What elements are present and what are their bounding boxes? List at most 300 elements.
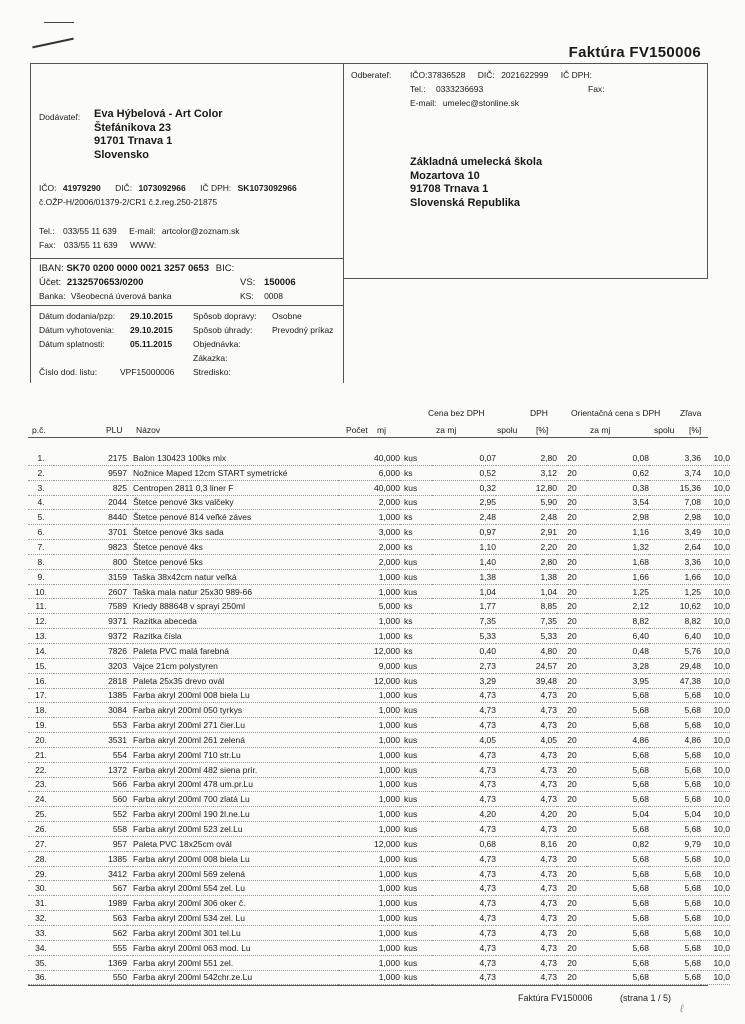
row-vat: 20 — [557, 703, 587, 718]
row-plu: 825 — [54, 480, 127, 495]
row-gross-unit: 5,68 — [587, 762, 649, 777]
row-name: Razítka čísla — [133, 629, 338, 644]
row-net-total: 4,05 — [496, 733, 557, 748]
row-gross-total: 5,68 — [649, 940, 701, 955]
issue-date-value: 29.10.2015 — [130, 325, 173, 335]
row-vat: 20 — [557, 866, 587, 881]
row-net-total: 4,73 — [496, 718, 557, 733]
table-row — [28, 643, 730, 658]
ks-value: 0008 — [264, 291, 283, 301]
table-row — [28, 703, 730, 718]
row-net-unit: 7,35 — [432, 614, 496, 629]
row-number: 14. — [28, 643, 54, 658]
vs-value: 150006 — [263, 277, 296, 288]
email-value: artcolor@zoznam.sk — [161, 226, 240, 236]
row-number: 32. — [28, 911, 54, 926]
row-unit: ks — [400, 643, 432, 658]
header-net-unit: za mj — [436, 425, 457, 435]
row-net-unit: 5,33 — [432, 629, 496, 644]
row-name: Nožnice Maped 12cm START symetrické — [133, 465, 338, 480]
row-gross-total: 5,68 — [649, 688, 701, 703]
row-net-total: 4,73 — [496, 792, 557, 807]
row-vat: 20 — [557, 733, 587, 748]
row-gross-unit: 1,16 — [587, 525, 649, 540]
bank-row — [39, 291, 172, 301]
row-discount: 10,0 — [701, 569, 730, 584]
table-row — [28, 599, 730, 614]
row-gross-total: 6,40 — [649, 629, 701, 644]
row-number: 15. — [28, 658, 54, 673]
table-row — [28, 777, 730, 792]
header-gross-unit: za mj — [590, 425, 611, 435]
row-net-unit: 4,73 — [432, 866, 496, 881]
row-unit: kus — [400, 970, 432, 985]
customer-ico-value: 37836528 — [427, 70, 466, 80]
row-net-total: 4,73 — [496, 777, 557, 792]
row-qty: 1,000 — [338, 851, 400, 866]
row-gross-total: 3,36 — [649, 451, 701, 465]
table-row — [28, 747, 730, 762]
row-gross-unit: 5,68 — [587, 688, 649, 703]
row-gross-unit: 5,04 — [587, 807, 649, 822]
row-qty: 3,000 — [338, 525, 400, 540]
row-number: 25. — [28, 807, 54, 822]
table-row — [28, 658, 730, 673]
row-gross-unit: 6,40 — [587, 629, 649, 644]
row-gross-total: 7,08 — [649, 495, 701, 510]
bank-name: Všeobecná úverová banka — [70, 291, 172, 301]
customer-ids — [410, 70, 592, 80]
row-number: 4. — [28, 495, 54, 510]
row-gross-total: 5,76 — [649, 643, 701, 658]
row-unit: kus — [400, 703, 432, 718]
row-plu: 1372 — [54, 762, 127, 777]
table-row — [28, 569, 730, 584]
row-net-unit: 1,38 — [432, 569, 496, 584]
row-number: 31. — [28, 896, 54, 911]
row-qty: 1,000 — [338, 807, 400, 822]
due-date-label: Dátum splatnosti: — [39, 339, 105, 349]
dic-label: DIČ: — [115, 183, 133, 193]
row-vat: 20 — [557, 970, 587, 985]
row-net-total: 12,80 — [496, 480, 557, 495]
row-qty: 1,000 — [338, 762, 400, 777]
row-gross-unit: 1,68 — [587, 554, 649, 569]
row-net-unit: 4,73 — [432, 851, 496, 866]
row-vat: 20 — [557, 643, 587, 658]
customer-ico-label: IČO: — [410, 70, 428, 80]
row-net-unit: 2,73 — [432, 658, 496, 673]
row-gross-unit: 5,68 — [587, 926, 649, 941]
table-row — [28, 540, 730, 555]
row-name: Farba akryl 200ml 534 zel. Lu — [133, 911, 338, 926]
issue-date-label: Dátum vyhotovenia: — [39, 325, 115, 335]
row-gross-total: 1,66 — [649, 569, 701, 584]
row-net-unit: 4,73 — [432, 911, 496, 926]
row-net-total: 4,73 — [496, 688, 557, 703]
payment-label: Spôsob úhrady: — [193, 325, 253, 335]
row-name: Farba akryl 200ml 710 str.Lu — [133, 747, 338, 762]
row-discount: 10,0 — [701, 822, 730, 837]
row-unit: ks — [400, 540, 432, 555]
row-name: Taška mala natur 25x30 989-66 — [133, 584, 338, 599]
delivery-date-label: Dátum dodania/pzp: — [39, 311, 116, 321]
row-gross-unit: 3,54 — [587, 495, 649, 510]
row-unit: kus — [400, 569, 432, 584]
row-gross-total: 5,68 — [649, 911, 701, 926]
row-unit: kus — [400, 480, 432, 495]
row-qty: 1,000 — [338, 911, 400, 926]
row-name: Kriedy 888648 v sprayi 250ml — [133, 599, 338, 614]
row-number: 35. — [28, 955, 54, 970]
row-vat: 20 — [557, 510, 587, 525]
row-gross-total: 2,98 — [649, 510, 701, 525]
row-number: 6. — [28, 525, 54, 540]
row-number: 36. — [28, 970, 54, 985]
supplier-country: Slovensko — [94, 148, 150, 161]
row-net-unit: 4,73 — [432, 777, 496, 792]
row-vat: 20 — [557, 911, 587, 926]
row-gross-unit: 4,86 — [587, 733, 649, 748]
row-name: Farba akryl 200ml 301 tel.Lu — [133, 926, 338, 941]
row-number: 21. — [28, 747, 54, 762]
row-net-unit: 4,73 — [432, 792, 496, 807]
row-gross-unit: 0,38 — [587, 480, 649, 495]
customer-city: 91708 Trnava 1 — [410, 183, 489, 195]
row-net-total: 4,73 — [496, 911, 557, 926]
row-net-total: 7,35 — [496, 614, 557, 629]
header-vat-group: DPH — [530, 408, 548, 418]
row-number: 30. — [28, 881, 54, 896]
supplier-label: Dodávateľ: — [39, 112, 81, 122]
supplier-street: Štefánikova 23 — [94, 121, 172, 134]
row-discount: 10,0 — [701, 792, 730, 807]
row-plu: 555 — [54, 940, 127, 955]
row-name: Vajce 21cm polystyren — [133, 658, 338, 673]
customer-tel — [410, 84, 483, 94]
row-discount: 10,0 — [701, 465, 730, 480]
row-gross-total: 10,62 — [649, 599, 701, 614]
customer-fax-label: Fax: — [588, 84, 605, 94]
row-gross-unit: 1,66 — [587, 569, 649, 584]
row-gross-unit: 5,68 — [587, 718, 649, 733]
row-unit: kus — [400, 495, 432, 510]
row-discount: 10,0 — [701, 451, 730, 465]
row-net-unit: 0,68 — [432, 836, 496, 851]
row-unit: kus — [400, 584, 432, 599]
bank-label: Banka: — [39, 291, 66, 301]
row-discount: 10,0 — [701, 851, 730, 866]
invoice-title: Faktúra FV150006 — [568, 44, 701, 61]
row-discount: 10,0 — [701, 881, 730, 896]
row-gross-total: 5,68 — [649, 792, 701, 807]
row-net-total: 4,73 — [496, 970, 557, 985]
transport-label: Spôsob dopravy: — [193, 311, 257, 321]
row-vat: 20 — [557, 451, 587, 465]
supplier-city: 91701 Trnava 1 — [94, 135, 173, 147]
row-net-total: 4,73 — [496, 881, 557, 896]
row-net-unit: 2,48 — [432, 510, 496, 525]
table-row — [28, 629, 730, 644]
row-unit: kus — [400, 881, 432, 896]
row-gross-total: 5,68 — [649, 970, 701, 985]
row-plu: 2607 — [54, 584, 127, 599]
center-label: Stredisko: — [193, 367, 231, 377]
row-gross-total: 5,68 — [649, 822, 701, 837]
row-gross-total: 5,68 — [649, 851, 701, 866]
row-name: Farba akryl 200ml 271 čier.Lu — [133, 718, 338, 733]
row-net-total: 4,73 — [496, 866, 557, 881]
row-vat: 20 — [557, 525, 587, 540]
row-unit: kus — [400, 673, 432, 688]
customer-address — [410, 156, 542, 210]
table-row — [28, 525, 730, 540]
row-number: 2. — [28, 465, 54, 480]
row-number: 23. — [28, 777, 54, 792]
row-gross-unit: 5,68 — [587, 970, 649, 985]
row-vat: 20 — [557, 495, 587, 510]
row-qty: 2,000 — [338, 540, 400, 555]
row-name: Štetce penové 4ks — [133, 540, 338, 555]
row-name: Farba akryl 200ml 569 zelená — [133, 866, 338, 881]
row-name: Štetce penové 3ks sada — [133, 525, 338, 540]
row-plu: 9372 — [54, 629, 127, 644]
customer-dic-label: DIČ: — [477, 70, 495, 80]
row-plu: 3701 — [54, 525, 127, 540]
row-name: Farba akryl 200ml 482 siena prír. — [133, 762, 338, 777]
row-number: 33. — [28, 926, 54, 941]
row-qty: 1,000 — [338, 792, 400, 807]
row-net-unit: 1,40 — [432, 554, 496, 569]
row-unit: ks — [400, 510, 432, 525]
row-unit: ks — [400, 599, 432, 614]
email-label: E-mail: — [129, 226, 156, 236]
row-gross-total: 15,36 — [649, 480, 701, 495]
row-qty: 1,000 — [338, 718, 400, 733]
customer-country: Slovenská Republika — [410, 196, 521, 209]
header-plu: PLU — [106, 425, 123, 435]
delivery-note-label: Číslo dod. listu: — [39, 367, 98, 377]
row-gross-unit: 5,68 — [587, 747, 649, 762]
row-vat: 20 — [557, 465, 587, 480]
row-qty: 1,000 — [338, 955, 400, 970]
row-qty: 6,000 — [338, 465, 400, 480]
row-qty: 5,000 — [338, 599, 400, 614]
row-discount: 10,0 — [701, 614, 730, 629]
row-vat: 20 — [557, 851, 587, 866]
row-name: Balon 130423 100ks mix — [133, 451, 338, 465]
row-discount: 10,0 — [701, 747, 730, 762]
row-vat: 20 — [557, 584, 587, 599]
row-number: 22. — [28, 762, 54, 777]
row-name: Štetce penové 5ks — [133, 554, 338, 569]
customer-icdph-label: IČ DPH: — [560, 70, 592, 80]
row-plu: 558 — [54, 822, 127, 837]
row-vat: 20 — [557, 629, 587, 644]
iban-row — [39, 263, 234, 274]
header-unit: mj — [377, 425, 386, 435]
table-row — [28, 881, 730, 896]
header-net-total: spolu — [497, 425, 518, 435]
row-number: 29. — [28, 866, 54, 881]
row-vat: 20 — [557, 822, 587, 837]
row-name: Farba akryl 200ml 190 žl.ne.Lu — [133, 807, 338, 822]
row-unit: kus — [400, 955, 432, 970]
header-right-bottom-border — [343, 278, 708, 279]
row-net-unit: 4,05 — [432, 733, 496, 748]
row-gross-unit: 0,08 — [587, 451, 649, 465]
row-plu: 550 — [54, 970, 127, 985]
row-gross-total: 3,49 — [649, 525, 701, 540]
row-name: Farba akryl 200ml 700 zlatá Lu — [133, 792, 338, 807]
dic-value: 1073092966 — [138, 183, 186, 193]
ico-label: IČO: — [39, 183, 57, 193]
row-vat: 20 — [557, 881, 587, 896]
row-gross-unit: 5,68 — [587, 703, 649, 718]
row-discount: 10,0 — [701, 762, 730, 777]
supplier-ids — [39, 183, 297, 193]
row-qty: 1,000 — [338, 866, 400, 881]
supplier-contact-tel — [39, 226, 240, 236]
table-row — [28, 911, 730, 926]
header-left-border — [30, 63, 31, 383]
row-vat: 20 — [557, 658, 587, 673]
row-net-unit: 4,73 — [432, 881, 496, 896]
customer-tel-value: 0333236693 — [435, 84, 484, 94]
row-net-unit: 4,73 — [432, 688, 496, 703]
row-vat: 20 — [557, 792, 587, 807]
table-row — [28, 673, 730, 688]
row-gross-unit: 3,28 — [587, 658, 649, 673]
row-number: 9. — [28, 569, 54, 584]
tel-value: 033/55 11 639 — [62, 226, 117, 236]
header-top-border — [30, 63, 708, 64]
row-gross-total: 5,68 — [649, 718, 701, 733]
row-qty: 12,000 — [338, 673, 400, 688]
row-name: Farba akryl 200ml 523 zel.Lu — [133, 822, 338, 837]
row-number: 27. — [28, 836, 54, 851]
row-net-total: 4,20 — [496, 807, 557, 822]
table-row — [28, 510, 730, 525]
supplier-contact-fax — [39, 240, 156, 250]
row-vat: 20 — [557, 480, 587, 495]
row-net-unit: 0,52 — [432, 465, 496, 480]
row-vat: 20 — [557, 673, 587, 688]
row-name: Farba akryl 200ml 063 mod. Lu — [133, 940, 338, 955]
row-gross-unit: 5,68 — [587, 911, 649, 926]
row-unit: kus — [400, 451, 432, 465]
row-gross-total: 5,04 — [649, 807, 701, 822]
row-gross-total: 8,82 — [649, 614, 701, 629]
row-unit: kus — [400, 792, 432, 807]
handwritten-mark: ℓ — [680, 1003, 684, 1015]
table-row — [28, 495, 730, 510]
row-net-unit: 0,07 — [432, 451, 496, 465]
row-net-unit: 4,73 — [432, 896, 496, 911]
row-plu: 9823 — [54, 540, 127, 555]
table-row — [28, 688, 730, 703]
fax-value: 033/55 11 639 — [63, 240, 118, 250]
row-name: Paleta PVC 18x25cm ovál — [133, 836, 338, 851]
row-plu: 2175 — [54, 451, 127, 465]
row-gross-total: 3,36 — [649, 554, 701, 569]
row-number: 16. — [28, 673, 54, 688]
row-discount: 10,0 — [701, 629, 730, 644]
row-net-unit: 2,95 — [432, 495, 496, 510]
row-gross-unit: 0,48 — [587, 643, 649, 658]
row-net-total: 4,80 — [496, 643, 557, 658]
row-qty: 1,000 — [338, 777, 400, 792]
row-discount: 10,0 — [701, 866, 730, 881]
table-row — [28, 792, 730, 807]
row-discount: 10,0 — [701, 926, 730, 941]
row-number: 28. — [28, 851, 54, 866]
row-discount: 10,0 — [701, 955, 730, 970]
account-label: Účet: — [39, 277, 62, 288]
customer-email-value: umelec@stonline.sk — [442, 98, 520, 108]
row-plu: 7826 — [54, 643, 127, 658]
row-gross-unit: 5,68 — [587, 851, 649, 866]
row-net-total: 4,73 — [496, 747, 557, 762]
row-gross-total: 2,64 — [649, 540, 701, 555]
row-number: 13. — [28, 629, 54, 644]
vs-row — [240, 277, 296, 288]
row-unit: kus — [400, 866, 432, 881]
row-plu: 8440 — [54, 510, 127, 525]
row-number: 18. — [28, 703, 54, 718]
row-number: 34. — [28, 940, 54, 955]
pen-stroke-mark — [44, 22, 74, 23]
row-unit: kus — [400, 777, 432, 792]
row-net-unit: 0,32 — [432, 480, 496, 495]
contract-label: Zákazka: — [193, 353, 228, 363]
customer-street: Mozartova 10 — [410, 169, 480, 182]
order-label: Objednávka: — [193, 339, 241, 349]
table-row — [28, 851, 730, 866]
row-qty: 1,000 — [338, 688, 400, 703]
row-qty: 1,000 — [338, 896, 400, 911]
row-net-total: 4,73 — [496, 822, 557, 837]
table-row — [28, 451, 730, 465]
header-right-border — [707, 63, 708, 278]
row-unit: kus — [400, 688, 432, 703]
row-net-total: 3,12 — [496, 465, 557, 480]
row-net-total: 5,90 — [496, 495, 557, 510]
row-qty: 40,000 — [338, 480, 400, 495]
row-gross-total: 9,79 — [649, 836, 701, 851]
items-table — [28, 451, 730, 985]
row-unit: kus — [400, 940, 432, 955]
row-qty: 1,000 — [338, 614, 400, 629]
row-qty: 1,000 — [338, 703, 400, 718]
header-net-group: Cena bez DPH — [428, 408, 485, 418]
row-vat: 20 — [557, 955, 587, 970]
row-net-total: 4,73 — [496, 955, 557, 970]
row-net-total: 4,73 — [496, 851, 557, 866]
row-plu: 553 — [54, 718, 127, 733]
row-gross-unit: 5,68 — [587, 866, 649, 881]
row-gross-unit: 2,12 — [587, 599, 649, 614]
customer-email-label: E-mail: — [410, 98, 437, 108]
row-gross-unit: 5,68 — [587, 896, 649, 911]
row-name: Razítka abeceda — [133, 614, 338, 629]
customer-email — [410, 98, 519, 108]
row-name: Farba akryl 200ml 478 um.pr.Lu — [133, 777, 338, 792]
row-discount: 10,0 — [701, 703, 730, 718]
row-discount: 10,0 — [701, 688, 730, 703]
table-row — [28, 940, 730, 955]
row-qty: 12,000 — [338, 836, 400, 851]
